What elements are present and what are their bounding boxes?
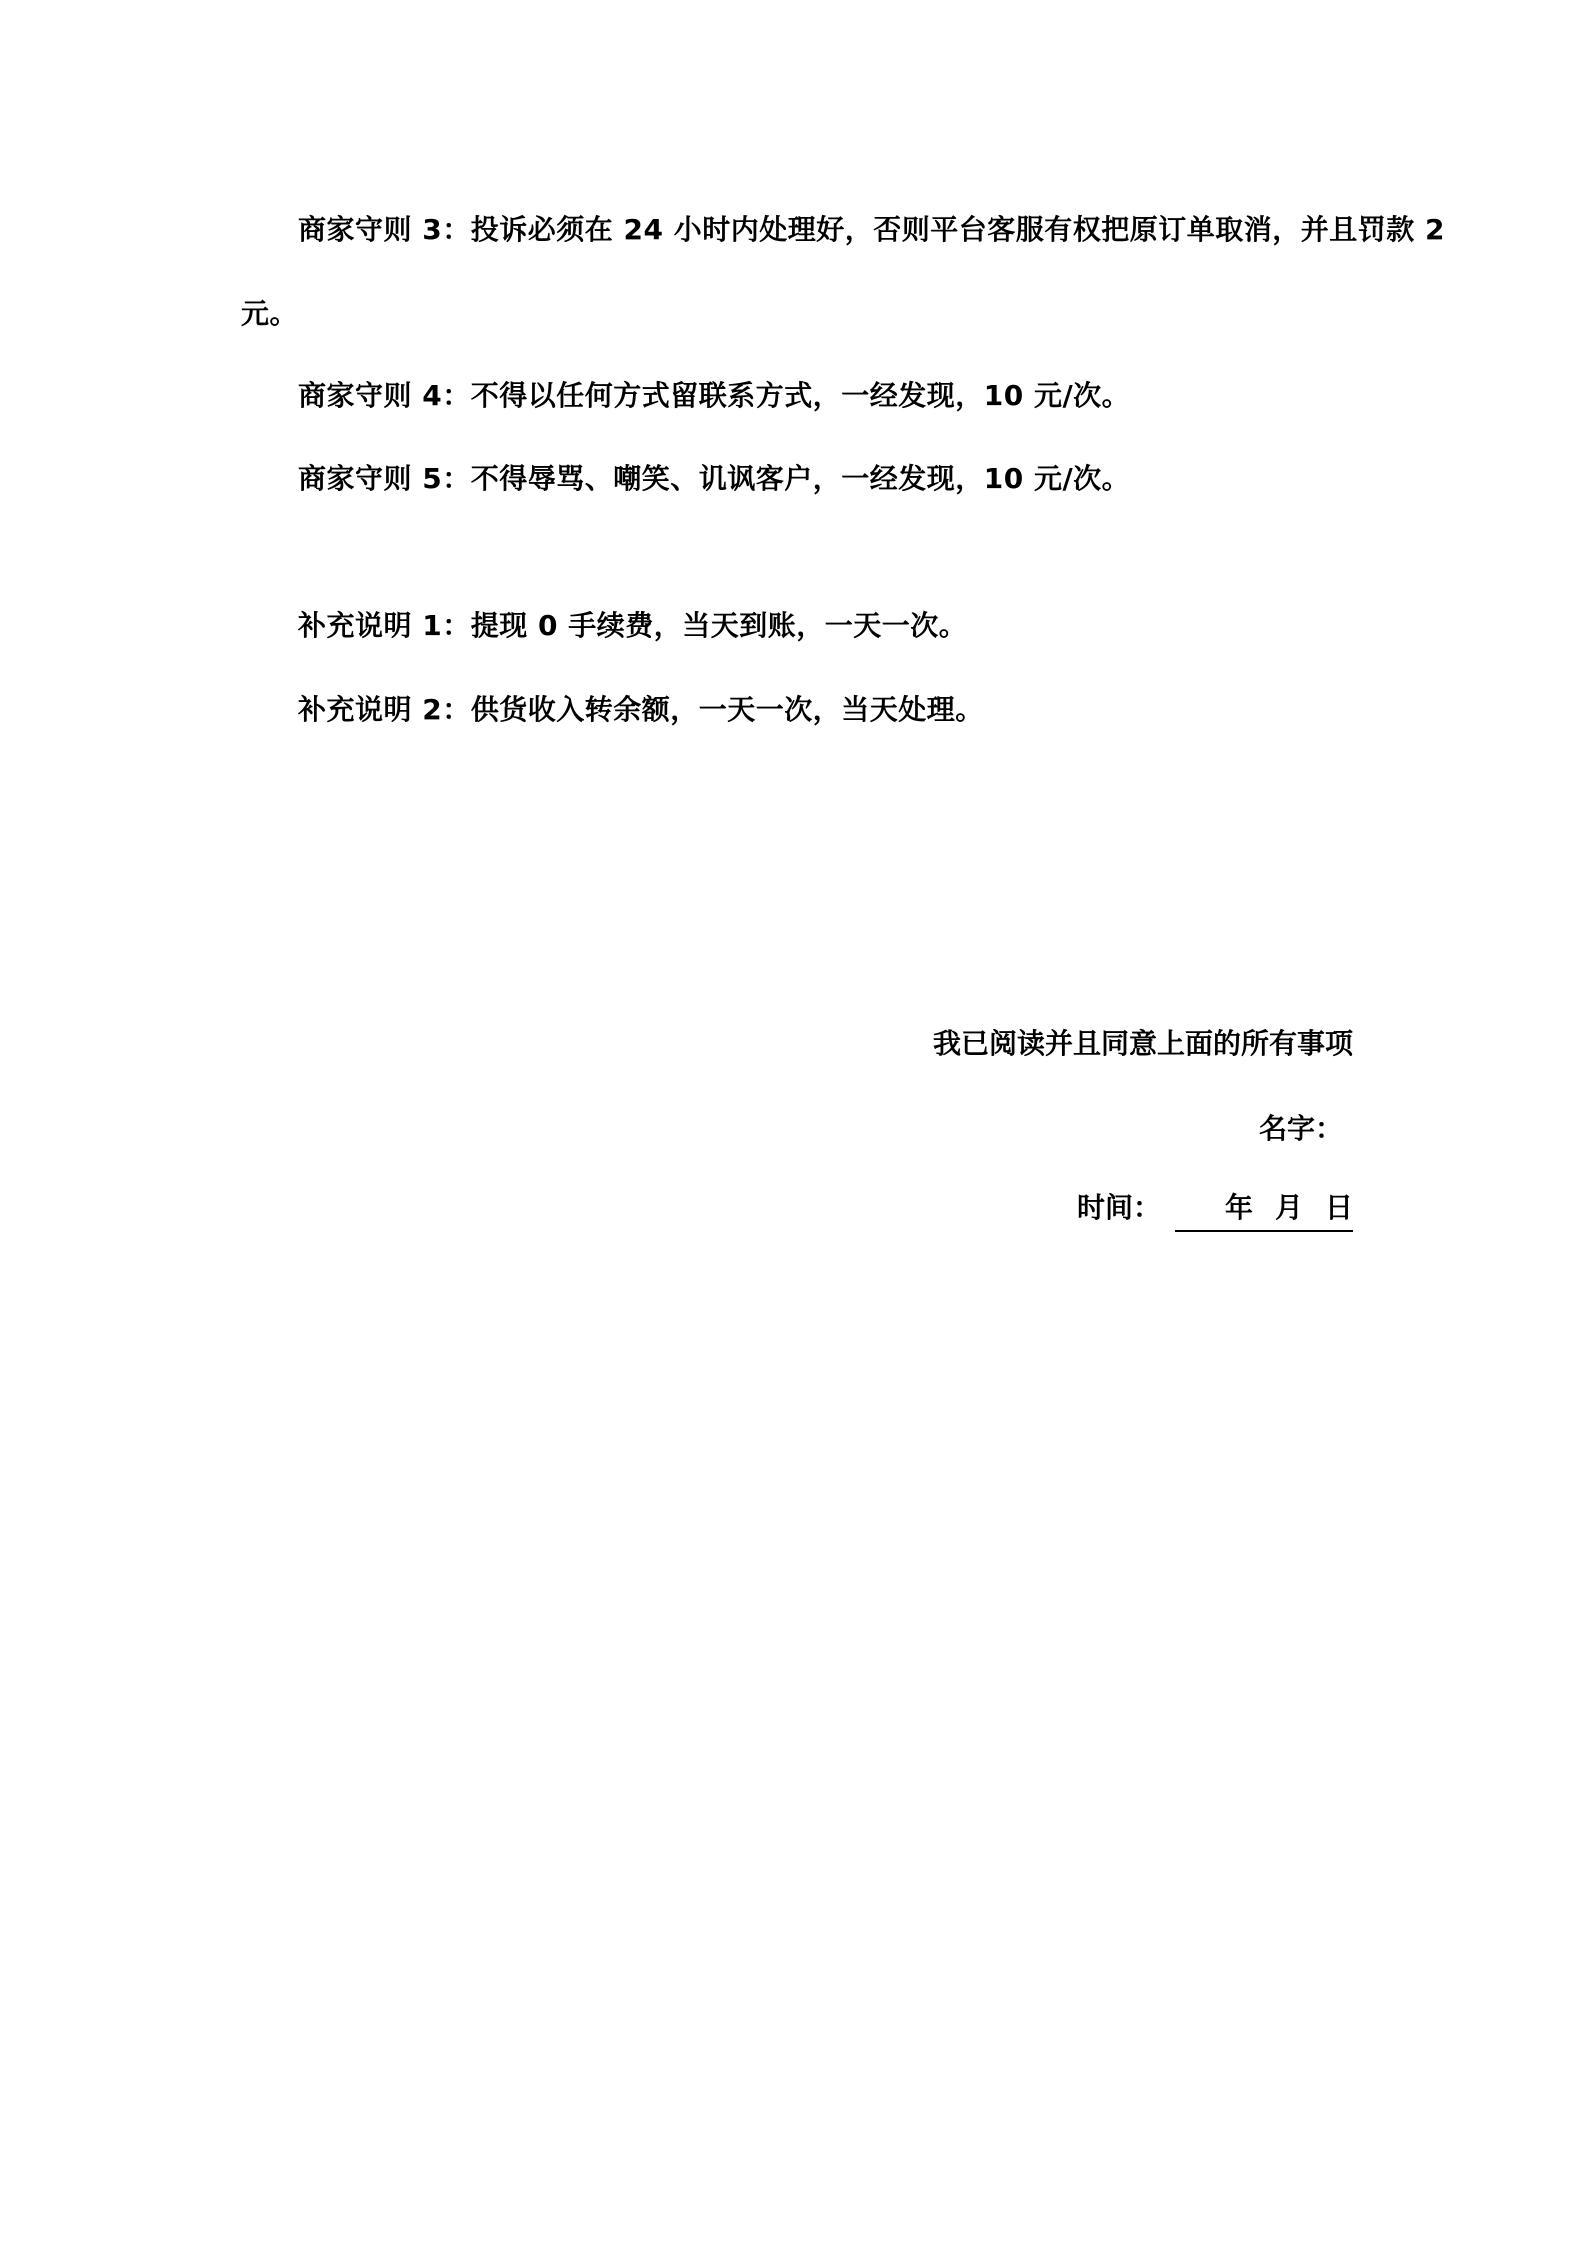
name-label: 名字： (1258, 1112, 1343, 1145)
day-label: 日 (1324, 1191, 1353, 1224)
rule-3-line-2: 元。 (241, 297, 299, 330)
rule-3-line-1: 商家守则 3：投诉必须在 24 小时内处理好，否则平台客服有权把原订单取消，并且罚款 2 (298, 213, 1445, 246)
date-field (1077, 1190, 1353, 1232)
time-label: 时间： (1076, 1191, 1161, 1224)
note-2: 补充说明 2：供货收入转余额，一天一次，当天处理。 (298, 693, 984, 726)
note-1: 补充说明 1：提现 0 手续费，当天到账，一天一次。 (298, 609, 968, 642)
rule-5: 商家守则 5：不得辱骂、嘲笑、讥讽客户，一经发现，10 元/次。 (298, 462, 1131, 495)
month-label: 月 (1274, 1191, 1303, 1224)
rule-4: 商家守则 4：不得以任何方式留联系方式，一经发现，10 元/次。 (298, 379, 1131, 412)
date-underline (1175, 1190, 1353, 1232)
agreement-statement: 我已阅读并且同意上面的所有事项 (932, 1027, 1353, 1060)
year-label: 年 (1224, 1191, 1253, 1224)
name-field (1259, 1111, 1343, 1147)
